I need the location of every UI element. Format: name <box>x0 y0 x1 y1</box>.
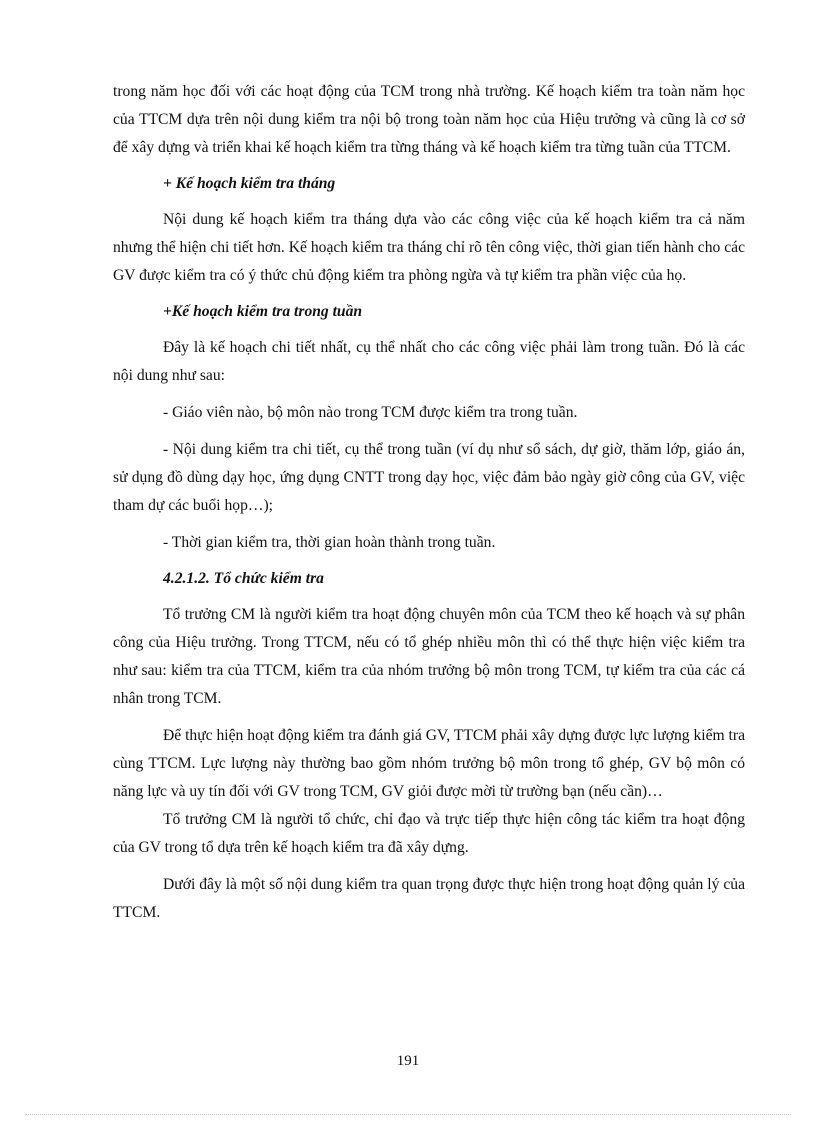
heading-monthly-plan: + Kế hoạch kiểm tra tháng <box>163 175 336 192</box>
page-body <box>113 78 745 927</box>
paragraph-weekly-plan: Đây là kế hoạch chi tiết nhất, cụ thể nhất cho các công việc phải làm trong tuần. Đó là các nội dung như sau: <box>113 339 745 384</box>
page-number: 191 <box>396 1053 420 1069</box>
paragraph-important-content: Dưới đây là một số nội dung kiểm tra quan trọng được thực hiện trong hoạt động quản lý của TTCM. <box>113 876 745 921</box>
paragraph-annual-plan: trong năm học đối với các hoạt động của TCM trong nhà trường. Kế hoạch kiểm tra toàn năm học của TTCM dựa trên nội dung kiểm tra nội bộ trong toàn năm học của Hiệu trưởng và cũng là cơ sở để xây dựng và triển khai kế hoạch kiểm tra từng tháng và kế hoạch kiểm tra từng tuần của TTCM. <box>113 83 745 156</box>
paragraph-monthly-plan: Nội dung kế hoạch kiểm tra tháng dựa vào các công việc của kế hoạch kiểm tra cả năm nhưng thể hiện chi tiết hơn. Kế hoạch kiểm tra tháng chỉ rõ tên công việc, thời gian tiến hành cho các GV được kiểm tra có ý thức chủ động kiểm tra phòng ngừa và tự kiểm tra phần việc của họ. <box>113 211 745 284</box>
list-item-teachers: - Giáo viên nào, bộ môn nào trong TCM được kiểm tra trong tuần. <box>163 404 578 421</box>
heading-weekly-plan: +Kế hoạch kiểm tra trong tuần <box>163 303 363 320</box>
paragraph-organizer: Tổ trưởng CM là người tổ chức, chỉ đạo và trực tiếp thực hiện công tác kiểm tra hoạt động của GV trong tổ dựa trên kế hoạch kiểm tra đã xây dựng. <box>113 811 745 856</box>
list-item-content: - Nội dung kiểm tra chi tiết, cụ thể trong tuần (ví dụ như sổ sách, dự giờ, thăm lớp, giáo án, sử dụng đồ dùng dạy học, ứng dụng CNTT trong dạy học, việc đảm bảo ngày giờ công của GV, việc tham dự các buổi họp…); <box>113 441 745 514</box>
paragraph-group-leader: Tổ trưởng CM là người kiểm tra hoạt động chuyên môn của TCM theo kế hoạch và sự phân công của Hiệu trưởng. Trong TTCM, nếu có tổ ghép nhiều môn thì có thể thực hiện việc kiểm tra như sau: kiểm tra của TTCM, kiểm tra của nhóm trưởng bộ môn trong TCM, tự kiểm tra của các cá nhân trong TCM. <box>113 606 745 707</box>
list-item-time: - Thời gian kiểm tra, thời gian hoàn thành trong tuần. <box>163 534 496 551</box>
paragraph-inspection-force: Để thực hiện hoạt động kiểm tra đánh giá GV, TTCM phải xây dựng được lực lượng kiểm tra cùng TTCM. Lực lượng này thường bao gồm nhóm trưởng bộ môn trong tổ ghép, GV bộ môn có năng lực và uy tín đối với GV trong TCM, GV giỏi được mời từ trường bạn (nếu cần)… <box>113 727 745 800</box>
heading-organize-inspection: 4.2.1.2. Tổ chức kiểm tra <box>163 570 324 587</box>
page-bottom-divider <box>25 1114 791 1115</box>
